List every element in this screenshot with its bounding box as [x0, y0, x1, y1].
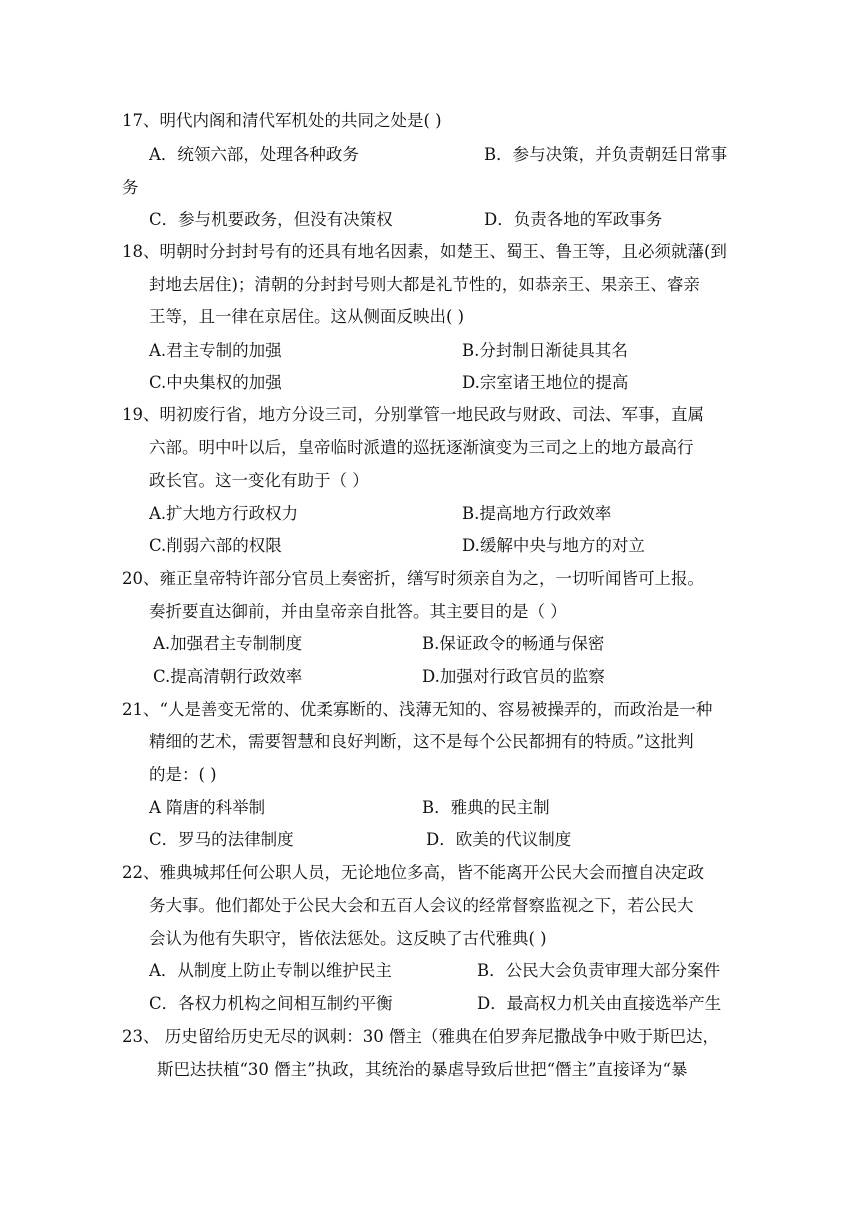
question-20-option-d: D.加强对行政官员的监察: [422, 667, 605, 686]
question-23-stem-line-1: 23、 历史留给历史无尽的讽刺：30 僭主（雅典在伯罗奔尼撒战争中败于斯巴达，: [122, 1027, 719, 1046]
question-22-stem-line-2: 务大事。他们都处于公民大会和五百人会议的经常督察监视之下，若公民大: [149, 896, 694, 915]
question-18-option-c: C.中央集权的加强: [149, 373, 282, 392]
question-19-option-c: C.削弱六部的权限: [149, 536, 282, 555]
question-21-option-b: B．雅典的民主制: [422, 798, 550, 817]
question-19-option-b: B.提高地方行政效率: [462, 504, 612, 523]
question-19-stem-line-1: 19、明初废行省，地方分设三司，分别掌管一地民政与财政、司法、军事，直属: [122, 405, 704, 424]
question-20-option-a: A.加强君主专制制度: [153, 634, 303, 653]
question-21-option-a: A 隋唐的科举制: [149, 798, 266, 817]
question-21-stem-line-3: 的是：( ): [149, 765, 217, 784]
question-17-option-b-wrap: 务: [122, 178, 139, 197]
question-18-option-b: B.分封制日渐徒具其名: [462, 341, 628, 360]
question-18-option-d: D.宗室诸王地位的提高: [462, 373, 629, 392]
question-17-stem: 17、明代内阁和清代军机处的共同之处是( ): [122, 111, 442, 130]
question-23-stem-line-2: 斯巴达扶植“30 僭主”执政，其统治的暴虐导致后世把“僭主”直接译为“暴: [157, 1060, 688, 1079]
question-20-stem-line-1: 20、雍正皇帝特许部分官员上奏密折，缮写时须亲自为之，一切听闻皆可上报。: [122, 569, 704, 588]
question-22-option-c: C．各权力机构之间相互制约平衡: [149, 994, 393, 1013]
question-19-option-a: A.扩大地方行政权力: [149, 504, 299, 523]
question-21-option-c: C．罗马的法律制度: [149, 830, 294, 849]
question-21-stem-line-1: 21、“人是善变无常的、优柔寡断的、浅薄无知的、容易被操弄的，而政治是一种: [122, 700, 713, 719]
question-22-stem-line-1: 22、雅典城邦任何公职人员，无论地位多高，皆不能离开公民大会而擅自决定政: [122, 863, 704, 882]
question-19-option-d: D.缓解中央与地方的对立: [462, 536, 645, 555]
question-17-option-b: B．参与决策，并负责朝廷日常事: [484, 145, 728, 164]
question-22-stem-line-3: 会认为他有失职守，皆依法惩处。这反映了古代雅典( ): [149, 929, 547, 948]
question-17-option-a: A．统领六部，处理各种政务: [149, 145, 359, 164]
question-20-option-c: C.提高清朝行政效率: [153, 667, 303, 686]
question-20-option-b: B.保证政令的畅通与保密: [422, 634, 605, 653]
question-17-option-c: C．参与机要政务，但没有决策权: [149, 210, 393, 229]
question-18-stem-line-1: 18、明朝时分封封号有的还具有地名因素，如楚王、蜀王、鲁王等，且必须就藩(到: [122, 242, 727, 261]
question-18-option-a: A.君主专制的加强: [149, 341, 282, 360]
question-18-stem-line-3: 王等，且一律在京居住。这从侧面反映出( ): [149, 307, 465, 326]
question-18-stem-line-2: 封地去居住)；清朝的分封封号则大都是礼节性的，如恭亲王、果亲王、睿亲: [149, 275, 700, 294]
question-17-option-d: D．负责各地的军政事务: [484, 210, 663, 229]
question-19-stem-line-2: 六部。明中叶以后，皇帝临时派遣的巡抚逐渐演变为三司之上的地方最高行: [149, 438, 694, 457]
question-22-option-a: A．从制度上防止专制以维护民主: [149, 961, 392, 980]
question-22-option-b: B．公民大会负责审理大部分案件: [477, 961, 721, 980]
question-21-stem-line-2: 精细的艺术，需要智慧和良好判断，这不是每个公民都拥有的特质。”这批判: [149, 732, 694, 751]
question-22-option-d: D．最高权力机关由直接选举产生: [477, 994, 722, 1013]
question-19-stem-line-3: 政长官。这一变化有助于（ ）: [149, 471, 369, 490]
question-20-stem-line-2: 奏折要直达御前，并由皇帝亲自批答。其主要目的是（ ）: [149, 602, 567, 621]
question-21-option-d: D．欧美的代议制度: [426, 830, 572, 849]
